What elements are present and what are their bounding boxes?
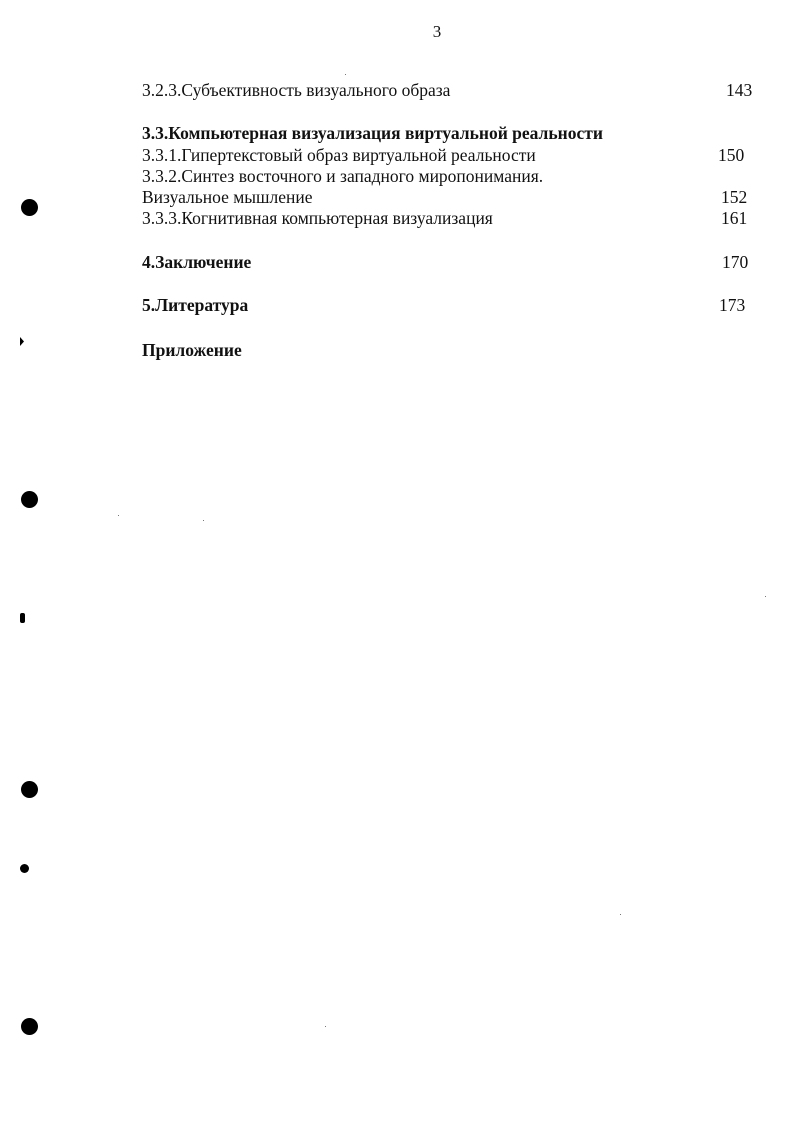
punch-hole-mark bbox=[21, 1018, 38, 1035]
toc-entry-3-3: 3.3.Компьютерная визуализация виртуальной реальности bbox=[142, 123, 603, 143]
toc-entry-appendix: Приложение bbox=[142, 340, 242, 360]
toc-entry-5: 5.Литература bbox=[142, 295, 249, 315]
punch-hole-mark bbox=[21, 781, 38, 798]
toc-page-5: 173 bbox=[719, 295, 746, 315]
punch-hole-mark bbox=[21, 491, 38, 508]
scan-speck bbox=[118, 515, 119, 516]
punch-hole-mark bbox=[21, 199, 38, 216]
toc-entry-3-3-2: 3.3.2.Синтез восточного и западного миропонимания. bbox=[142, 166, 544, 186]
toc-entry-3-3-1: 3.3.1.Гипертекстовый образ виртуальной реальности bbox=[142, 145, 536, 165]
toc-entry-4: 4.Заключение bbox=[142, 252, 252, 272]
scan-speck bbox=[203, 520, 204, 521]
toc-entry-3-3-3: 3.3.3.Когнитивная компьютерная визуализация bbox=[142, 208, 493, 228]
scan-mark bbox=[20, 337, 24, 346]
scan-mark bbox=[20, 864, 29, 873]
scan-speck bbox=[765, 596, 766, 597]
scan-speck bbox=[325, 1026, 326, 1027]
toc-page-3-3-2: 152 bbox=[721, 187, 748, 207]
toc-page-3-3-1: 150 bbox=[718, 145, 745, 165]
toc-page-4: 170 bbox=[722, 252, 749, 272]
toc-entry-3-2-3: 3.2.3.Субъективность визуального образа bbox=[142, 80, 451, 100]
page-number: 3 bbox=[432, 22, 442, 41]
toc-page-3-2-3: 143 bbox=[726, 80, 753, 100]
toc-entry-3-3-2-cont: Визуальное мышление bbox=[142, 187, 313, 207]
scan-mark bbox=[20, 613, 25, 623]
scan-speck bbox=[620, 914, 621, 915]
toc-page-3-3-3: 161 bbox=[721, 208, 748, 228]
scan-speck bbox=[345, 74, 346, 75]
